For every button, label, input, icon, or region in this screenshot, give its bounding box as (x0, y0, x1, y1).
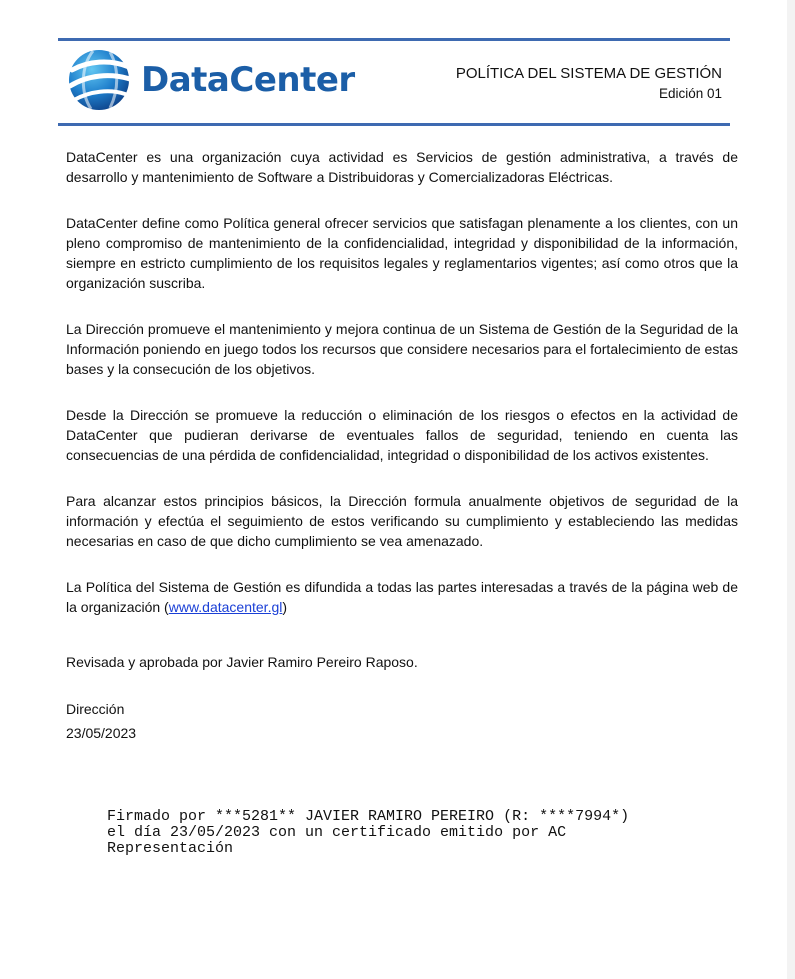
header-top-rule (58, 38, 730, 41)
digital-signature-block (107, 809, 629, 857)
paragraph-activity: DataCenter es una organización cuya actividad es Servicios de gestión administrativa, a través de desarrollo y mantenimiento de Software a Distribuidoras y Comercializadoras Eléctricas. (66, 149, 738, 185)
document-header-info (456, 64, 722, 104)
company-logo (66, 48, 355, 112)
paragraph-risk-reduction: Desde la Dirección se promueve la reducción o eliminación de los riesgos o efectos en la actividad de DataCenter que pudieran derivarse de eventuales fallos de seguridad, teniendo en cuenta las consecuencias de una pérdida de confidencialidad, integridad o disponibilidad de los activos existentes. (66, 407, 738, 463)
approval-date: 23/05/2023 (66, 725, 137, 741)
approval-statement: Revisada y aprobada por Javier Ramiro Pereiro Raposo. (66, 654, 418, 670)
document-title: POLÍTICA DEL SISTEMA DE GESTIÓN (455, 65, 722, 82)
paragraph-dissemination (66, 577, 738, 617)
signature-line-2: el día 23/05/2023 con un certificado emitido por AC (107, 824, 567, 841)
page-edge (787, 0, 795, 979)
signature-line-1: Firmado por ***5281** JAVIER RAMIRO PEREIRO (R: ****7994*) (107, 808, 630, 825)
document-edition: Edición 01 (658, 86, 722, 101)
signature-line-3: Representación (107, 840, 234, 857)
paragraph-objectives: Para alcanzar estos principios básicos, la Dirección formula anualmente objetivos de seguridad de la información y efectúa el seguimiento de estos verificando su cumplimiento y estableciendo las medidas necesarias en caso de que dicho cumplimiento se vea amenazado. (66, 493, 738, 549)
dissemination-end: ) (282, 599, 288, 615)
dissemination-text: La Política del Sistema de Gestión es difundida a todas las partes interesadas a través de la página web de la organización ( (66, 579, 738, 615)
globe-logo-icon (66, 48, 132, 112)
header-bottom-rule (58, 123, 730, 126)
website-link[interactable]: www.datacenter.gl (168, 599, 283, 615)
logo-wordmark: DataCenter (141, 60, 355, 100)
paragraph-continuous-improvement: La Dirección promueve el mantenimiento y mejora continua de un Sistema de Gestión de la Seguridad de la Información poniendo en juego todos los recursos que considere necesarios para el fortalecimiento de estas bases y la consecución de los objetivos. (66, 321, 738, 377)
paragraph-general-policy: DataCenter define como Política general ofrecer servicios que satisfagan plenamente a los clientes, con un pleno compromiso de mantenimiento de la confidencialidad, integridad y disponibilidad de la información, siempre en estricto cumplimiento de los requisitos legales y reglamentarios vigentes; así como otros que la organización suscriba. (66, 215, 738, 291)
department-name: Dirección (66, 701, 125, 717)
